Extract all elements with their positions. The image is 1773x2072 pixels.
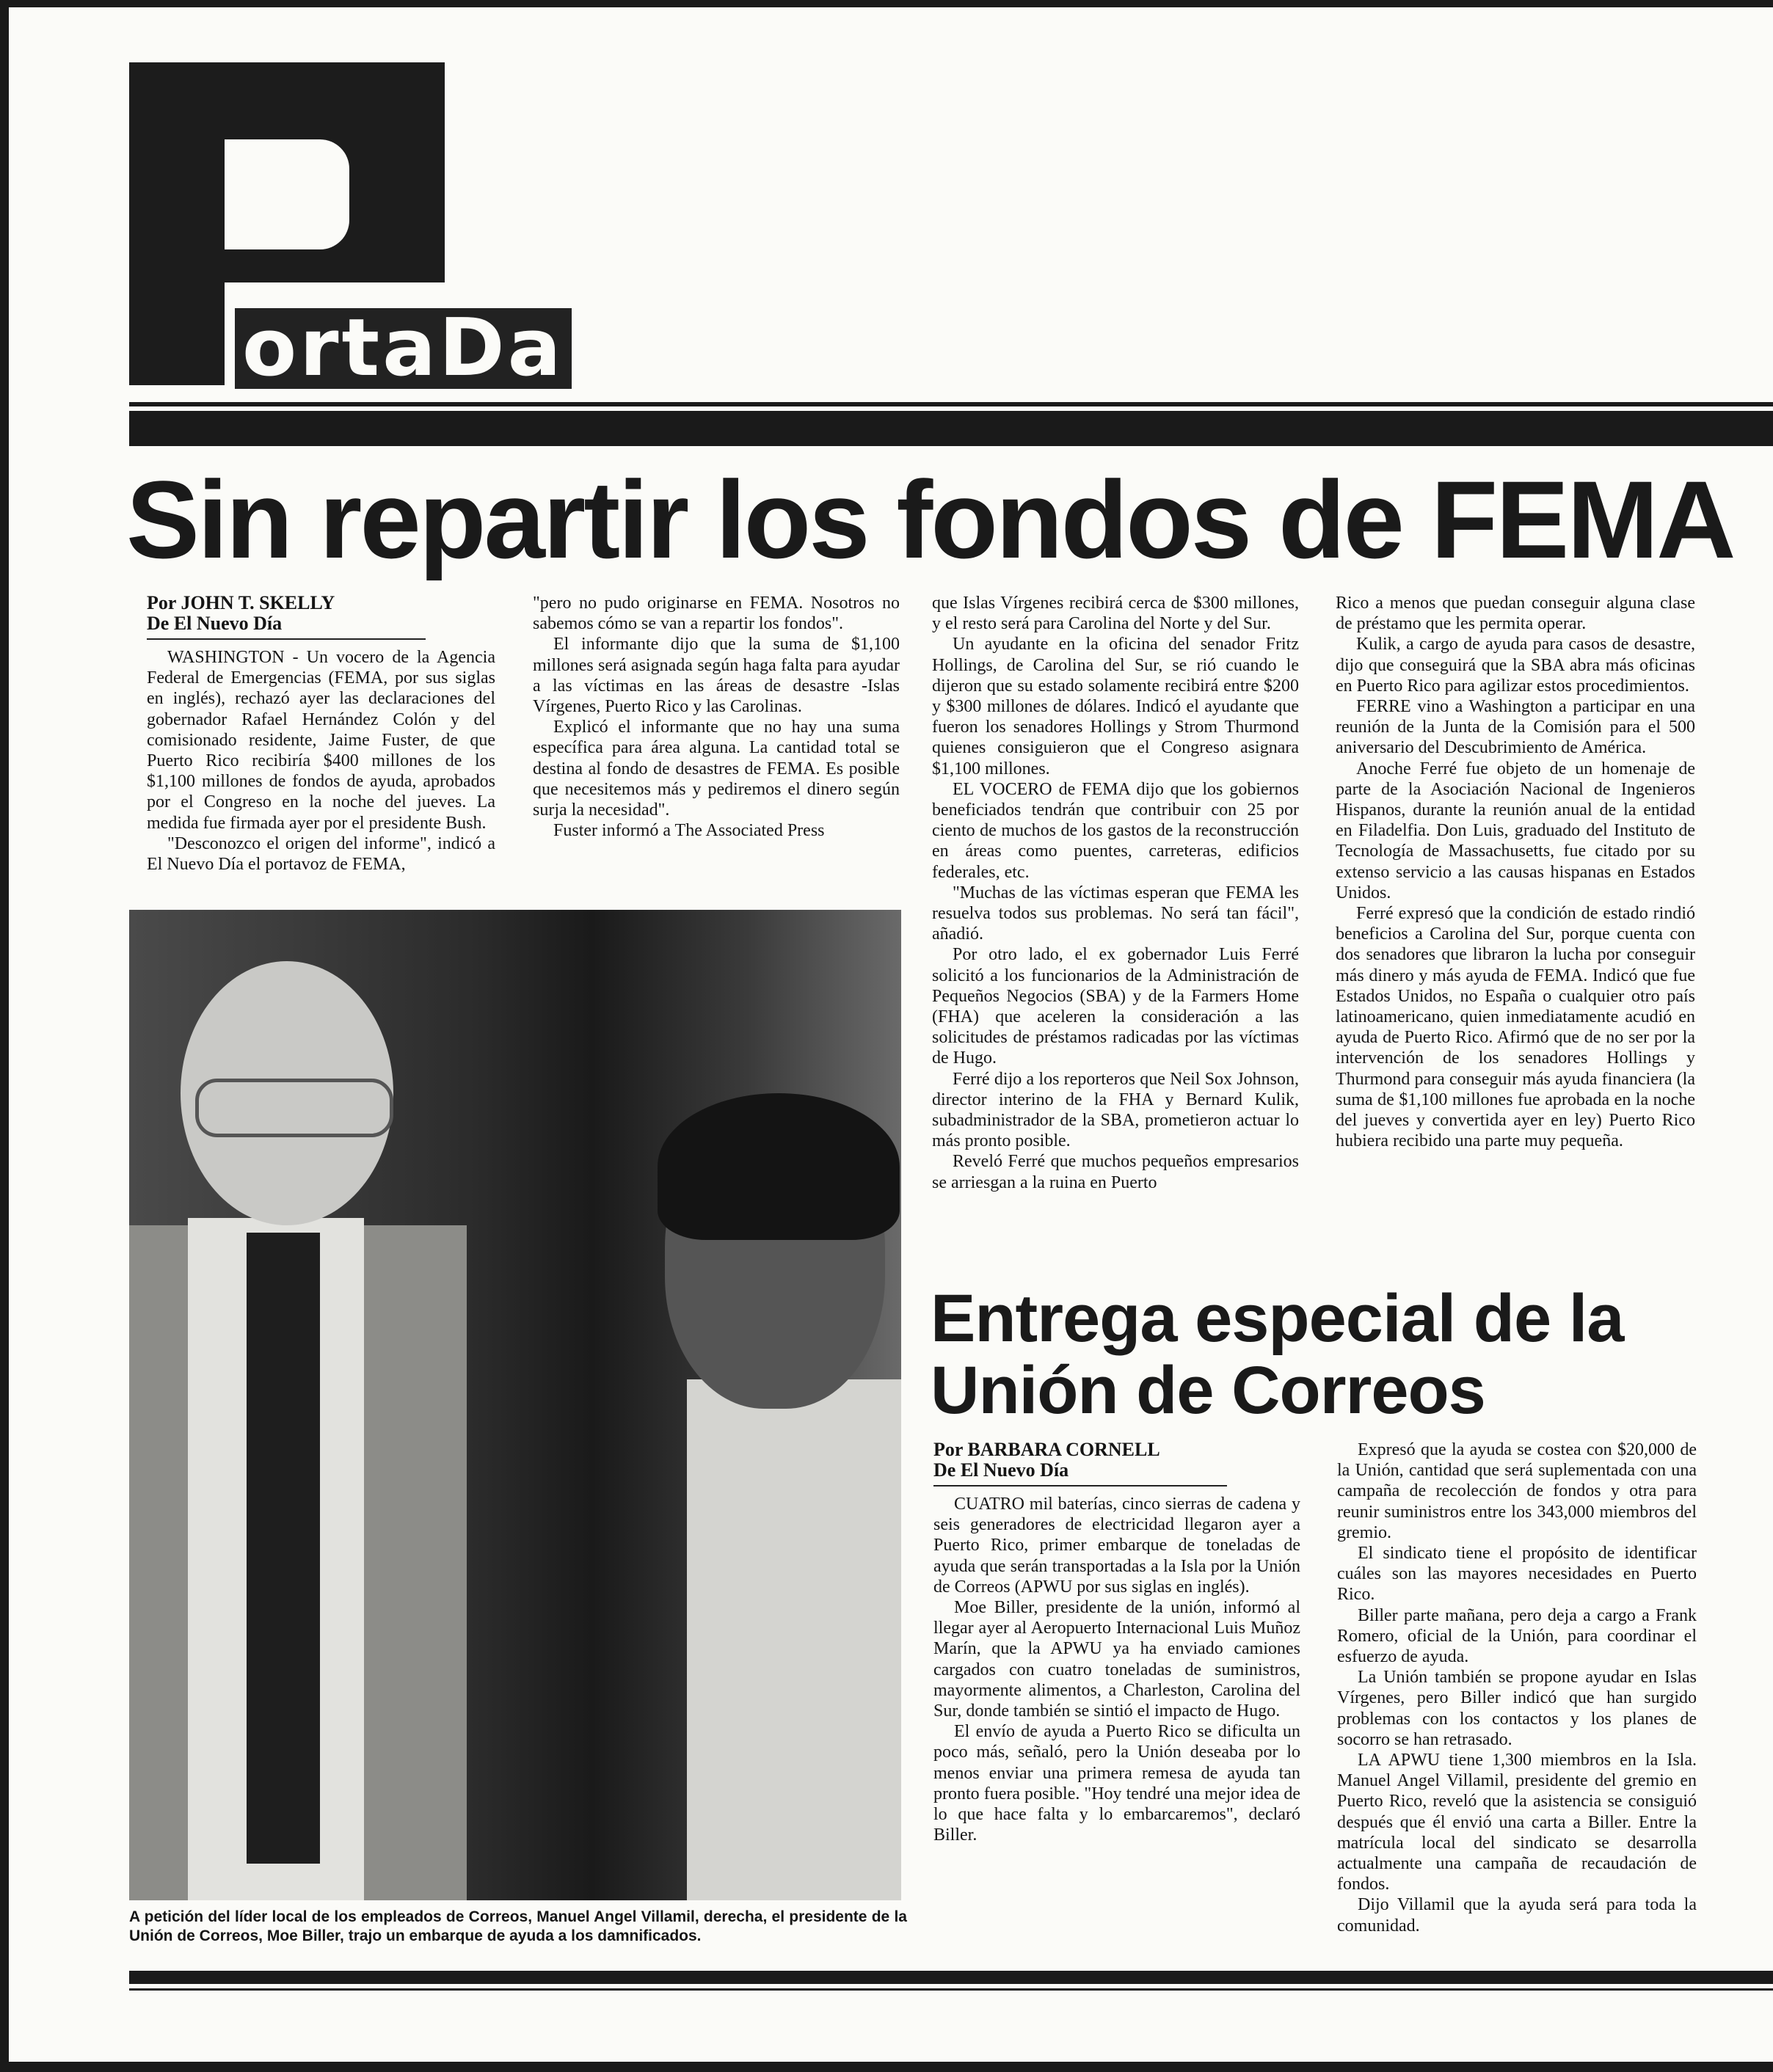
article1-paragraph: FERRE vino a Washington a participar en una reunión de la Junta de la Comisión para el 500 aniversario del Descubrimiento de América.: [1336, 697, 1695, 758]
article1-paragraph: que Islas Vírgenes recibirá cerca de $300 millones, y el resto será para Carolina del Norte y del Sur.: [932, 594, 1299, 634]
bottom-rule-thin: [129, 1988, 1773, 1991]
page-border-top: [0, 0, 1773, 7]
article1-paragraph: Ferré dijo a los reporteros que Neil Sox Johnson, director interino de la FHA y Bernard Kulik, subadministrador de la SBA, prometieron actuar lo más pronto posible.: [932, 1069, 1299, 1151]
article1-paragraph: "Muchas de las víctimas esperan que FEMA les resuelva todos sus problemas. No será tan fácil", añadió.: [932, 883, 1299, 944]
article2-author: Por BARBARA CORNELL: [933, 1439, 1160, 1460]
byline-rule: [933, 1485, 1227, 1486]
article1-paragraph: Reveló Ferré que muchos pequeños empresarios se arriesgan a la ruina en Puerto: [932, 1152, 1299, 1192]
article1-paragraph: El informante dijo que la suma de $1,100 millones será asignada según haga falta para ayudar a las víctimas en las áreas de desastre -Islas Vírgenes, Puerto Rico y las Carolinas.: [533, 635, 900, 717]
article1-paragraph: Rico a menos que puedan conseguir alguna clase de préstamo que les permita operar.: [1336, 594, 1695, 634]
article2-paragraph: Dijo Villamil que la ayuda será para toda la comunidad.: [1337, 1895, 1697, 1936]
photo-figure-right-hair: [658, 1093, 900, 1240]
article1-column-4: [1336, 593, 1695, 1151]
article1-paragraph: Kulik, a cargo de ayuda para casos de desastre, dijo que conseguirá que la SBA abra más oficinas en Puerto Rico para agilizar estos procedimientos.: [1336, 635, 1695, 696]
article2-byline: [933, 1440, 1300, 1481]
section-rule: [129, 411, 1773, 446]
main-headline: Sin repartir los fondos de FEMA: [126, 458, 1734, 581]
bottom-rule: [129, 1971, 1773, 1984]
page-border-bottom: [0, 2062, 1773, 2072]
article2-column-1: [933, 1440, 1300, 1845]
photo-caption: A petición del líder local de los empleados de Correos, Manuel Angel Villamil, derecha, el presidente de la Unión de Correos, Moe Biller, trajo un embarque de ayuda a los damnificados.: [129, 1908, 907, 1944]
article1-byline: [147, 593, 495, 634]
article1-paragraph: Un ayudante en la oficina del senador Fritz Hollings, de Carolina del Sur, se rió cuando le dijeron que su estado solamente recibirá entre $200 y $300 millones de dólares. Indicó el ayudante que fueron los senadores Hollings y Strom Thurmond quienes consiguieron que el Congreso asignara $1,100 millones.: [932, 635, 1299, 778]
article2-paragraph: La Unión también se propone ayudar en Islas Vírgenes, pero Biller indicó que han surgido problemas con los contactos y los planes de socorro se han retrasado.: [1337, 1668, 1697, 1749]
photo-figure-left-tie: [247, 1233, 320, 1864]
article1-paragraph: Por otro lado, el ex gobernador Luis Ferré solicitó a los funcionarios de la Administración de Pequeños Negocios (SBA) y de la Farmers Home (FHA) que aceleren la consideración a las solicitudes de préstamos radicadas por las víctimas de Hugo.: [932, 945, 1299, 1068]
article1-column-1: [147, 593, 495, 875]
byline-rule: [147, 638, 426, 640]
article2-paragraph: El sindicato tiene el propósito de identificar cuáles son las mayores necesidades en Puerto Rico.: [1337, 1544, 1697, 1605]
article2-paragraph: El envío de ayuda a Puerto Rico se dificulta un poco más, señaló, pero la Unión deseaba por lo menos enviar una primera remesa de ayuda tan pronto fuera posible. "Hoy tendré una mejor idea de lo que hace falta y lo embarcaremos", declaró Biller.: [933, 1722, 1300, 1845]
article2-headline: Entrega especial de la Unión de Correos: [931, 1281, 1624, 1428]
article1-paragraph: "pero no pudo originarse en FEMA. Nosotros no sabemos cómo se van a repartir los fondos".: [533, 594, 900, 634]
article1-author: Por JOHN T. SKELLY: [147, 592, 335, 613]
article1-paragraph: Explicó el informante que no hay una suma específica para área alguna. La cantidad total se destina al fondo de desastres de FEMA. Es posible que necesitemos más y pediremos el dinero según surja la necesidad".: [533, 718, 900, 820]
article1-paragraph: Anoche Ferré fue objeto de un homenaje de parte de la Asociación Nacional de Ingenieros Hispanos, durante la reunión anual de la entidad en Filadelfia. Don Luis, graduado del Instituto de Tecnología de Massachusetts, fue citado por su extenso servicio a las causas hispanas en Estados Unidos.: [1336, 759, 1695, 902]
article2-paragraph: LA APWU tiene 1,300 miembros en la Isla. Manuel Angel Villamil, presidente del gremio en Puerto Rico, reveló que la asistencia se consiguió después que él envió una carta a Biller. Entre la matrícula local del sindicato se desarrolla actualmente una campaña de recaudación de fondos.: [1337, 1751, 1697, 1894]
article2-paragraph: Biller parte mañana, pero deja a cargo a Frank Romero, oficial de la Unión, para coordinar el esfuerzo de ayuda.: [1337, 1605, 1697, 1667]
photo-figure-left-glasses: [195, 1079, 393, 1137]
article1-paper: De El Nuevo Día: [147, 613, 283, 634]
section-rule-thin: [129, 402, 1773, 406]
article1-paragraph: "Desconozco el origen del informe", indicó a El Nuevo Día el portavoz de FEMA,: [147, 833, 495, 875]
section-logo-word: ortaDa: [235, 308, 572, 389]
article1-paragraph: WASHINGTON - Un vocero de la Agencia Federal de Emergencias (FEMA, por sus siglas en inglés), rechazó ayer las declaraciones del gobernador Rafael Hernández Colón y del comisionado residente, Jaime Fuster, de que Puerto Rico recibiría $400 millones de los $1,100 millones de fondos de ayuda, aprobados por el Congreso en la noche del jueves. La medida fue firmada ayer por el presidente Bush.: [147, 648, 495, 833]
article1-paragraph: Fuster informó a The Associated Press: [553, 821, 825, 841]
article1-column-2: [533, 593, 900, 841]
photo-figure-right-body: [687, 1379, 901, 1900]
news-photo: [129, 910, 901, 1900]
article2-column-2: [1337, 1440, 1697, 1936]
article1-column-3: [932, 593, 1299, 1193]
article2-paragraph: Moe Biller, presidente de la unión, informó al llegar ayer al Aeropuerto Internacional Luis Muñoz Marín, que la APWU ya ha enviado camiones cargados con cuatro toneladas de suministros, mayormente alimentos, a Charleston, Carolina del Sur, donde también se sintió el impacto de Hugo.: [933, 1598, 1300, 1721]
page-border-left: [0, 0, 9, 2072]
article2-paragraph: CUATRO mil baterías, cinco sierras de cadena y seis generadores de electricidad llegaron ayer a Puerto Rico, primer embarque de toneladas de ayuda que serán transportadas a la Isla por la Unión de Correos (APWU por sus siglas en inglés).: [933, 1495, 1300, 1597]
article2-paper: De El Nuevo Día: [933, 1459, 1069, 1481]
article2-paragraph: Expresó que la ayuda se costea con $20,000 de la Unión, cantidad que será suplementada con una campaña de recolección de fondos y otra para reunir suministros entre los 343,000 miembros del gremio.: [1337, 1440, 1697, 1542]
article1-paragraph: Ferré expresó que la condición de estado rindió beneficios a Carolina del Sur, porque cuenta con dos senadores que libraron la lucha por conseguir más dinero y más ayuda de FEMA. Indicó que fue Estados Unidos, no España o cualquier otro país latinoamericano, quien inmediatamente acudió en ayuda de Puerto Rico. Afirmó que de no ser por la intervención de los senadores Hollings y Thurmond para conseguir más ayuda financiera (la suma de $1,100 millones fue aprobada en la noche del jueves y convertida ayer en ley) Puerto Rico hubiera recibido una parte muy pequeña.: [1336, 904, 1695, 1151]
article1-paragraph: EL VOCERO de FEMA dijo que los gobiernos beneficiados tendrán que contribuir con 25 por ciento de muchos de los gastos de la reconstrucción en áreas como puentes, carreteras, edificios federales, etc.: [932, 779, 1299, 882]
